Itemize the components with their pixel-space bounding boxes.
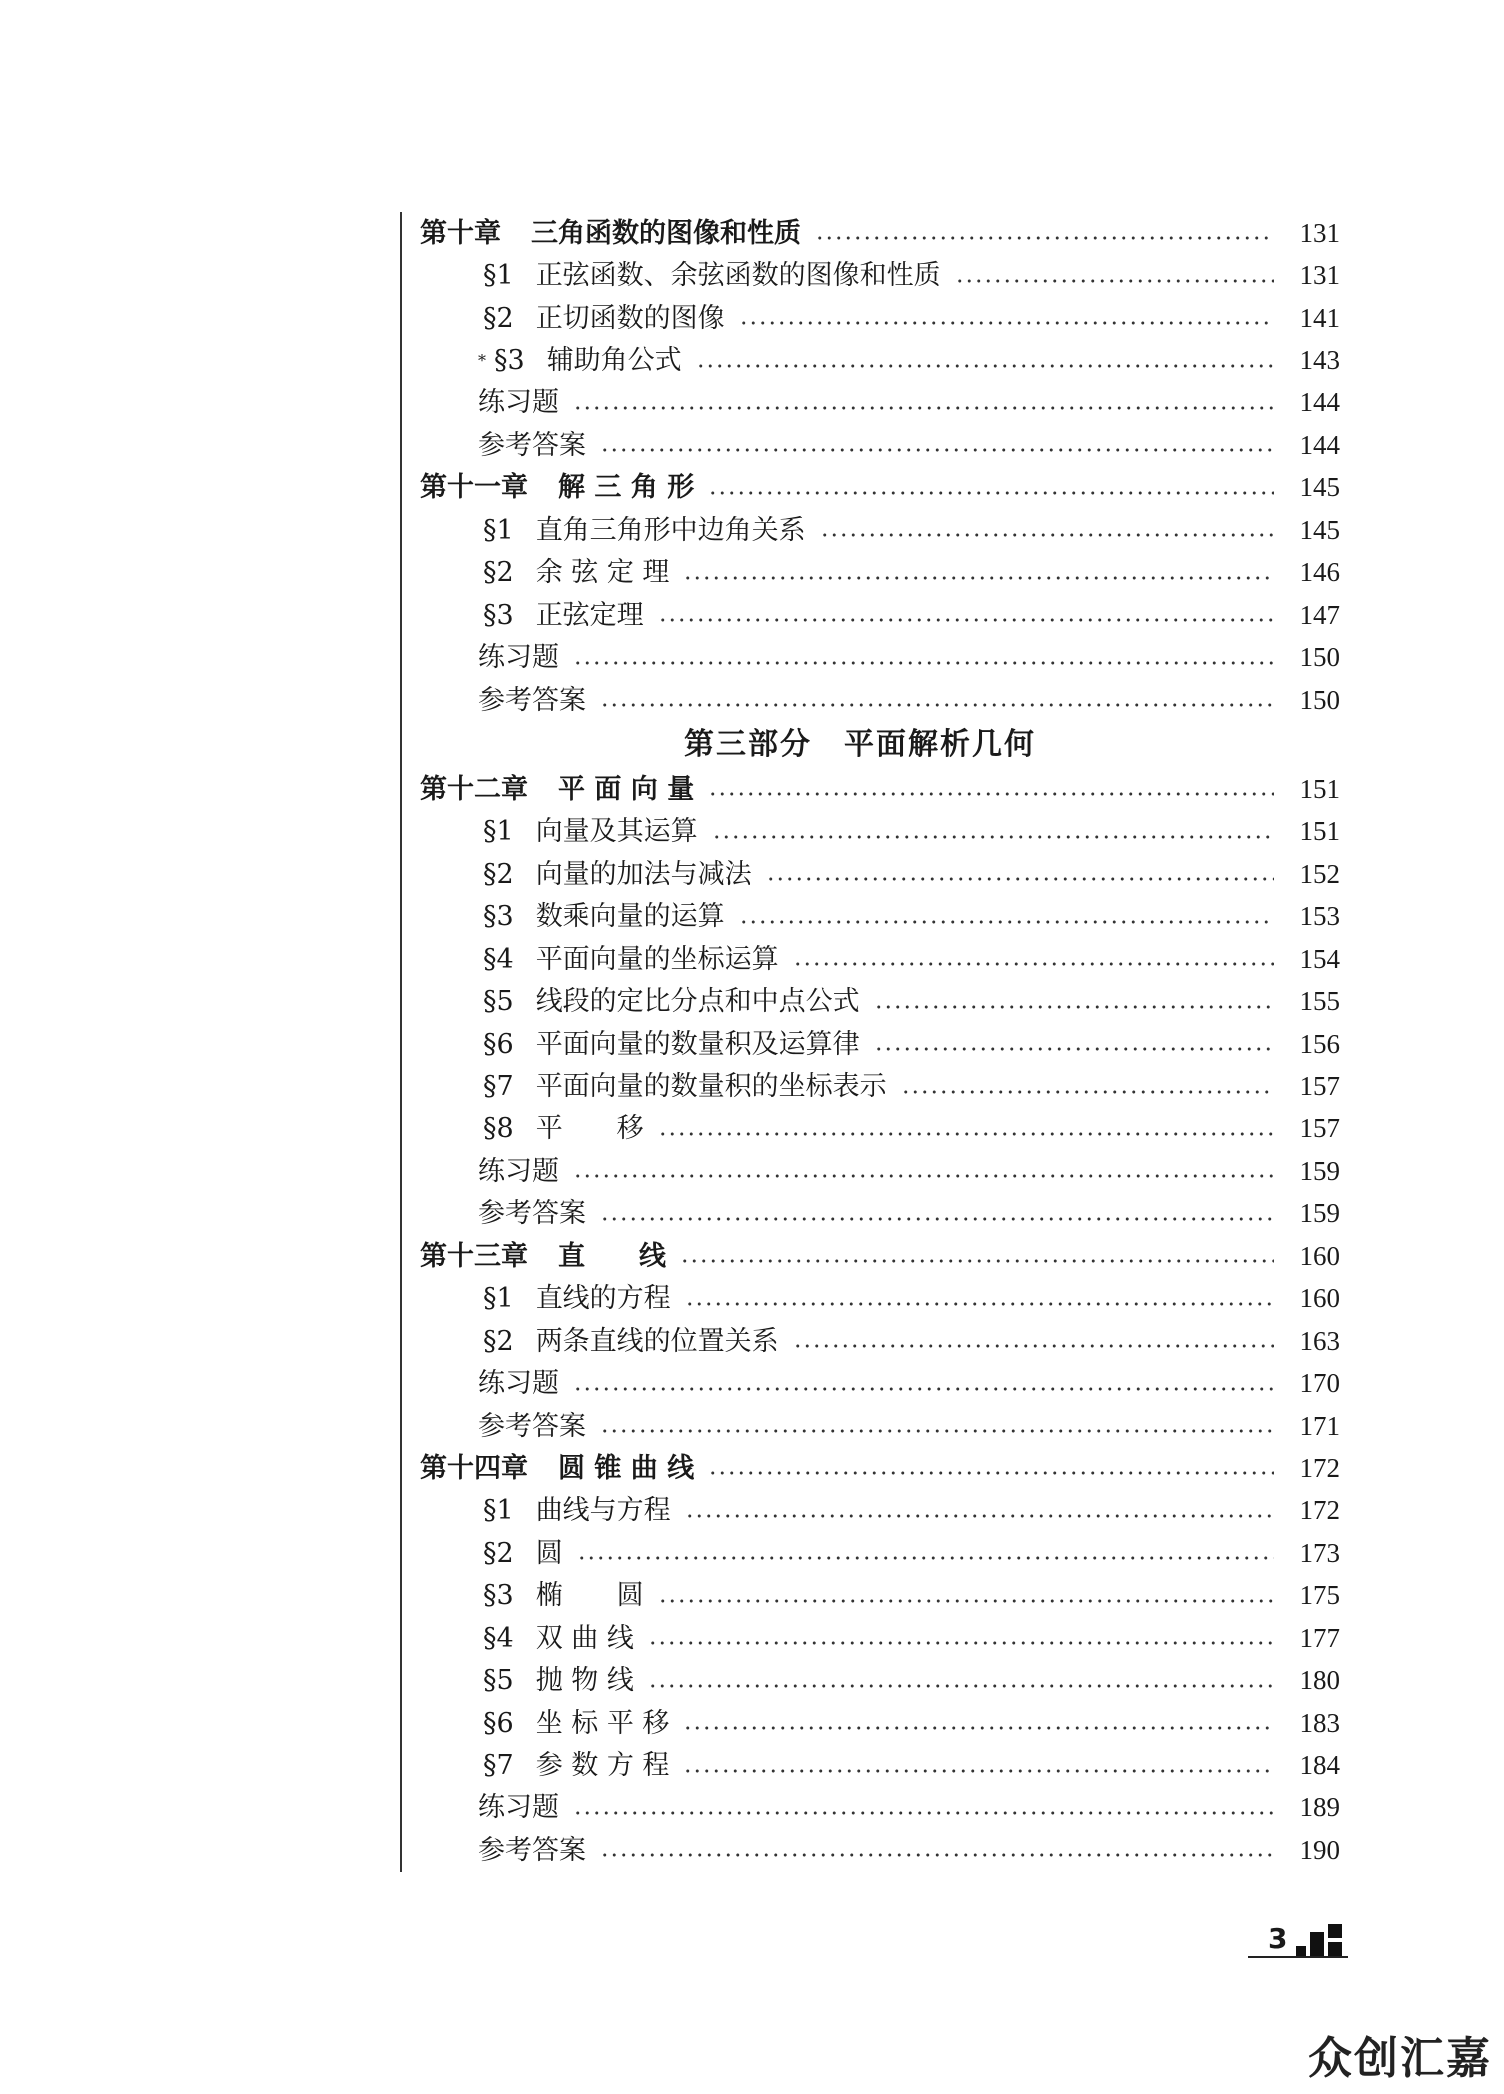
dot-leader bbox=[712, 835, 1274, 839]
toc-section-row bbox=[420, 1023, 1340, 1065]
dot-leader bbox=[685, 1302, 1274, 1306]
dot-leader bbox=[573, 661, 1274, 665]
dot-leader bbox=[600, 1853, 1274, 1857]
page-ref: 157 bbox=[1299, 1071, 1340, 1102]
section-title: 曲线与方程 bbox=[535, 1495, 671, 1527]
page-ref: 153 bbox=[1299, 901, 1340, 932]
chapter-title: 圆 锥 曲 线 bbox=[558, 1452, 695, 1484]
page-ref: 160 bbox=[1299, 1283, 1340, 1314]
answer-label: 参考答案 bbox=[478, 1834, 586, 1866]
page-ref: 175 bbox=[1299, 1580, 1340, 1611]
toc-exercise-row bbox=[420, 1150, 1340, 1192]
dot-leader bbox=[793, 962, 1274, 966]
toc-section-row bbox=[420, 1575, 1340, 1617]
table-of-contents bbox=[420, 212, 1340, 1872]
toc-section-row bbox=[420, 1490, 1340, 1532]
page-ref: 159 bbox=[1299, 1198, 1340, 1229]
decor-square bbox=[1328, 1924, 1342, 1938]
toc-chapter-row bbox=[420, 467, 1340, 509]
section-number: §3 bbox=[483, 599, 514, 631]
page-ref: 131 bbox=[1299, 260, 1340, 291]
section-title: 线段的定比分点和中点公式 bbox=[535, 986, 860, 1018]
section-number: §1 bbox=[483, 514, 514, 546]
section-title: 正弦函数、余弦函数的图像和性质 bbox=[535, 260, 941, 292]
section-title: 向量及其运算 bbox=[535, 816, 698, 848]
toc-section-row bbox=[420, 896, 1340, 938]
chapter-title: 解 三 角 形 bbox=[558, 472, 695, 504]
page-ref: 190 bbox=[1299, 1834, 1340, 1865]
part-title: 第三部分 平面解析几何 bbox=[684, 726, 1036, 762]
section-number: §5 bbox=[483, 1665, 514, 1697]
section-number: §2 bbox=[483, 1537, 514, 1569]
page-ref: 131 bbox=[1299, 217, 1340, 248]
page-ref: 151 bbox=[1299, 816, 1340, 847]
section-number: §2 bbox=[483, 557, 514, 589]
section-title: 平面向量的数量积及运算律 bbox=[535, 1028, 860, 1060]
dot-leader bbox=[820, 533, 1274, 537]
toc-chapter-row bbox=[420, 1447, 1340, 1489]
page-ref: 172 bbox=[1299, 1452, 1340, 1483]
decor-square bbox=[1328, 1942, 1342, 1956]
dot-leader bbox=[683, 576, 1274, 580]
dot-leader bbox=[648, 1684, 1274, 1688]
section-title: 双 曲 线 bbox=[535, 1622, 634, 1654]
page-ref: 171 bbox=[1299, 1410, 1340, 1441]
dot-leader bbox=[573, 1811, 1274, 1815]
dot-leader bbox=[573, 1387, 1274, 1391]
section-title: 辅助角公式 bbox=[546, 345, 682, 377]
chapter-title: 三角函数的图像和性质 bbox=[531, 217, 801, 249]
section-number: §1 bbox=[483, 260, 514, 292]
answer-label: 参考答案 bbox=[478, 429, 586, 461]
page-ref: 152 bbox=[1299, 858, 1340, 889]
dot-leader bbox=[683, 1769, 1274, 1773]
toc-section-row bbox=[420, 339, 1340, 381]
page-ref: 173 bbox=[1299, 1537, 1340, 1568]
section-title: 参 数 方 程 bbox=[535, 1750, 670, 1782]
dot-leader bbox=[815, 236, 1274, 240]
section-number: §1 bbox=[483, 1283, 514, 1315]
page-ref: 145 bbox=[1299, 472, 1340, 503]
section-number: §6 bbox=[483, 1707, 514, 1739]
section-title: 平面向量的坐标运算 bbox=[535, 943, 779, 975]
dot-leader bbox=[658, 618, 1274, 622]
toc-section-row bbox=[420, 1108, 1340, 1150]
toc-answer-row bbox=[420, 1829, 1340, 1871]
section-title: 抛 物 线 bbox=[535, 1665, 634, 1697]
page-ref: 180 bbox=[1299, 1665, 1340, 1696]
dot-leader bbox=[600, 1217, 1274, 1221]
page-ref: 163 bbox=[1299, 1325, 1340, 1356]
chapter-number: 第十章 bbox=[420, 217, 501, 249]
toc-section-row bbox=[420, 297, 1340, 339]
page-ref: 183 bbox=[1299, 1707, 1340, 1738]
dot-leader bbox=[696, 364, 1274, 368]
page-ref: 184 bbox=[1299, 1750, 1340, 1781]
page-ref: 157 bbox=[1299, 1113, 1340, 1144]
section-title: 平 移 bbox=[535, 1113, 644, 1145]
page-ref: 141 bbox=[1299, 302, 1340, 333]
section-number: §2 bbox=[483, 1325, 514, 1357]
section-number: §1 bbox=[483, 816, 514, 848]
section-number: §5 bbox=[483, 986, 514, 1018]
page-ref: 150 bbox=[1299, 642, 1340, 673]
dot-leader bbox=[600, 1429, 1274, 1433]
dot-leader bbox=[766, 877, 1274, 881]
section-number: §4 bbox=[483, 943, 514, 975]
toc-chapter-row bbox=[420, 768, 1340, 810]
toc-section-row bbox=[420, 980, 1340, 1022]
page-ref: 189 bbox=[1299, 1792, 1340, 1823]
dot-leader bbox=[573, 1174, 1274, 1178]
page-ref: 144 bbox=[1299, 387, 1340, 418]
dot-leader bbox=[600, 448, 1274, 452]
page-ref: 156 bbox=[1299, 1028, 1340, 1059]
chapter-number: 第十四章 bbox=[420, 1452, 528, 1484]
decor-square bbox=[1310, 1932, 1324, 1956]
section-number: §7 bbox=[483, 1071, 514, 1103]
chapter-number: 第十二章 bbox=[420, 773, 528, 805]
section-number: §8 bbox=[483, 1113, 514, 1145]
section-number: §4 bbox=[483, 1622, 514, 1654]
dot-leader bbox=[708, 1471, 1274, 1475]
toc-section-row bbox=[420, 853, 1340, 895]
toc-section-row bbox=[420, 1744, 1340, 1786]
dot-leader bbox=[600, 703, 1274, 707]
exercise-label: 练习题 bbox=[478, 1368, 559, 1400]
dot-leader bbox=[685, 1514, 1274, 1518]
toc-exercise-row bbox=[420, 1787, 1340, 1829]
page-ref: 145 bbox=[1299, 514, 1340, 545]
answer-label: 参考答案 bbox=[478, 1410, 586, 1442]
dot-leader bbox=[680, 1259, 1274, 1263]
section-title: 数乘向量的运算 bbox=[535, 901, 725, 933]
dot-leader bbox=[874, 1005, 1274, 1009]
chapter-title: 平 面 向 量 bbox=[558, 773, 695, 805]
chapter-number: 第十一章 bbox=[420, 472, 528, 504]
dot-leader bbox=[708, 792, 1274, 796]
toc-section-row bbox=[420, 1278, 1340, 1320]
section-number: §7 bbox=[483, 1750, 514, 1782]
dot-leader bbox=[793, 1344, 1274, 1348]
exercise-label: 练习题 bbox=[478, 1155, 559, 1187]
toc-chapter-row bbox=[420, 212, 1340, 254]
toc-exercise-row bbox=[420, 636, 1340, 678]
toc-section-row bbox=[420, 594, 1340, 636]
dot-leader bbox=[955, 279, 1274, 283]
section-number: §3 bbox=[483, 1580, 514, 1612]
dot-leader bbox=[874, 1047, 1274, 1051]
toc-exercise-row bbox=[420, 1362, 1340, 1404]
dot-leader bbox=[739, 321, 1274, 325]
dot-leader bbox=[648, 1641, 1274, 1645]
optional-mark: * bbox=[478, 350, 486, 370]
section-title: 两条直线的位置关系 bbox=[535, 1325, 779, 1357]
toc-chapter-row bbox=[420, 1235, 1340, 1277]
toc-answer-row bbox=[420, 679, 1340, 721]
page-ref: 146 bbox=[1299, 557, 1340, 588]
chapter-title: 直 线 bbox=[558, 1240, 666, 1272]
page-ref: 177 bbox=[1299, 1622, 1340, 1653]
toc-section-row bbox=[420, 1659, 1340, 1701]
section-number: §2 bbox=[483, 858, 514, 890]
section-number: §6 bbox=[483, 1028, 514, 1060]
answer-label: 参考答案 bbox=[478, 684, 586, 716]
section-title: 椭 圆 bbox=[535, 1580, 644, 1612]
section-title: 向量的加法与减法 bbox=[535, 858, 752, 890]
page-ref: 151 bbox=[1299, 773, 1340, 804]
exercise-label: 练习题 bbox=[478, 1792, 559, 1824]
toc-section-row bbox=[420, 509, 1340, 551]
toc-exercise-row bbox=[420, 382, 1340, 424]
page-ref: 147 bbox=[1299, 599, 1340, 630]
watermark-logo: 众创汇嘉 bbox=[1308, 2033, 1492, 2084]
margin-rule bbox=[400, 212, 402, 1872]
page-ref: 160 bbox=[1299, 1240, 1340, 1271]
section-title: 平面向量的数量积的坐标表示 bbox=[535, 1071, 887, 1103]
page-ref: 150 bbox=[1299, 684, 1340, 715]
toc-section-row bbox=[420, 1065, 1340, 1107]
page-number: 3 bbox=[1268, 1922, 1288, 1955]
toc-section-row bbox=[420, 1320, 1340, 1362]
dot-leader bbox=[739, 920, 1274, 924]
chapter-number: 第十三章 bbox=[420, 1240, 528, 1272]
dot-leader bbox=[658, 1132, 1274, 1136]
dot-leader bbox=[577, 1556, 1274, 1560]
page-ref: 159 bbox=[1299, 1155, 1340, 1186]
part-heading bbox=[420, 721, 1340, 768]
section-title: 直线的方程 bbox=[535, 1283, 671, 1315]
toc-section-row bbox=[420, 254, 1340, 296]
dot-leader bbox=[901, 1090, 1274, 1094]
exercise-label: 练习题 bbox=[478, 642, 559, 674]
section-title: 正弦定理 bbox=[535, 599, 644, 631]
page-ref: 143 bbox=[1299, 345, 1340, 376]
toc-section-row bbox=[420, 1617, 1340, 1659]
section-title: 余 弦 定 理 bbox=[535, 557, 670, 589]
section-number: §3 bbox=[483, 901, 514, 933]
dot-leader bbox=[683, 1726, 1274, 1730]
toc-section-row bbox=[420, 1702, 1340, 1744]
section-title: 正切函数的图像 bbox=[535, 302, 725, 334]
exercise-label: 练习题 bbox=[478, 387, 559, 419]
section-title: 圆 bbox=[535, 1537, 563, 1569]
dot-leader bbox=[573, 406, 1274, 410]
toc-section-row bbox=[420, 1532, 1340, 1574]
toc-section-row bbox=[420, 552, 1340, 594]
dot-leader bbox=[658, 1599, 1274, 1603]
section-title: 坐 标 平 移 bbox=[535, 1707, 670, 1739]
answer-label: 参考答案 bbox=[478, 1198, 586, 1230]
section-number: §1 bbox=[483, 1495, 514, 1527]
page-number-rule bbox=[1248, 1956, 1348, 1958]
page-number-block bbox=[1248, 1922, 1358, 1962]
dot-leader bbox=[708, 491, 1274, 495]
page-ref: 144 bbox=[1299, 429, 1340, 460]
decor-square bbox=[1296, 1946, 1306, 1956]
page-ref: 155 bbox=[1299, 986, 1340, 1017]
toc-section-row bbox=[420, 938, 1340, 980]
section-number: §2 bbox=[483, 302, 514, 334]
toc-answer-row bbox=[420, 1405, 1340, 1447]
toc-answer-row bbox=[420, 424, 1340, 466]
page-ref: 170 bbox=[1299, 1368, 1340, 1399]
toc-answer-row bbox=[420, 1193, 1340, 1235]
page-ref: 154 bbox=[1299, 943, 1340, 974]
section-number: §3 bbox=[494, 345, 525, 377]
section-title: 直角三角形中边角关系 bbox=[535, 514, 806, 546]
toc-section-row bbox=[420, 811, 1340, 853]
page-ref: 172 bbox=[1299, 1495, 1340, 1526]
